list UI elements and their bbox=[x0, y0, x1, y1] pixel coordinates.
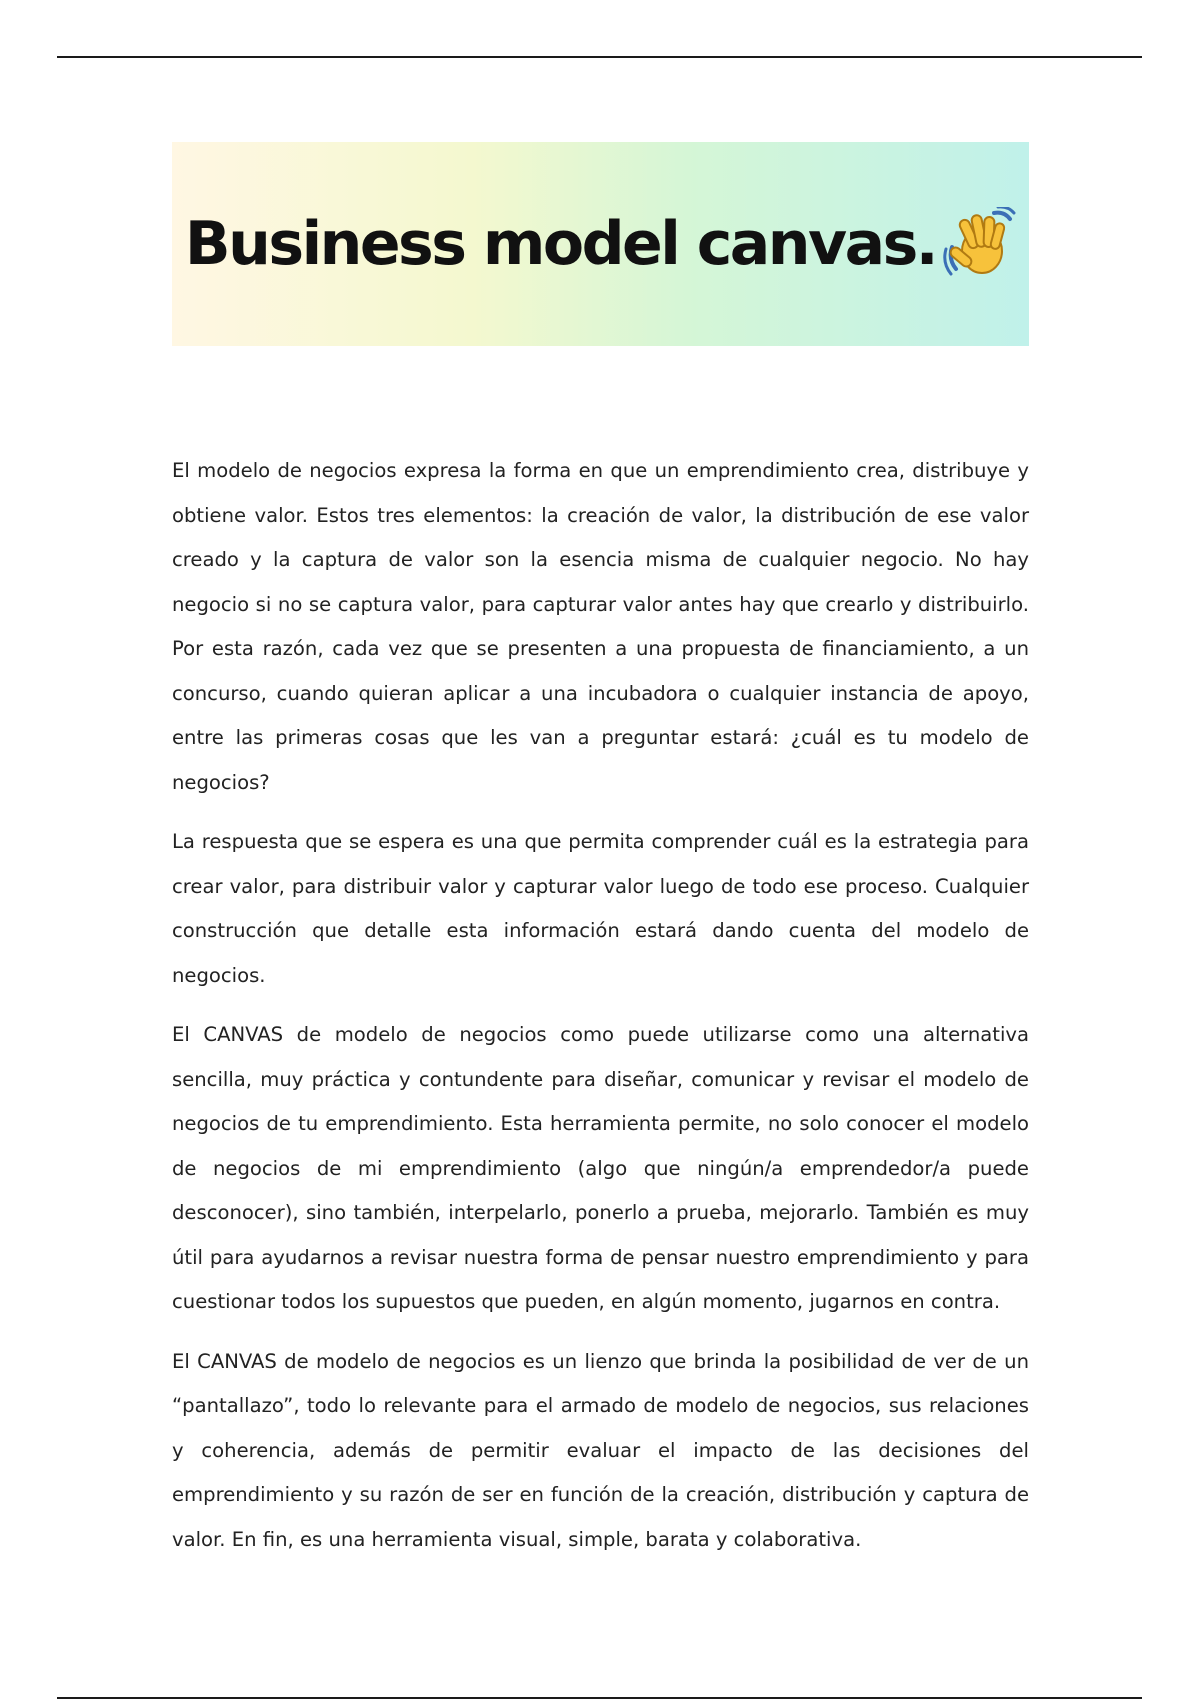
waving-hand-icon bbox=[942, 207, 1016, 281]
title-banner bbox=[172, 142, 1029, 346]
paragraph-3: El CANVAS de modelo de negocios como puede utilizarse como una alternativa sencilla, muy práctica y contundente para diseñar, comunicar y revisar el modelo de negocios de tu emprendimiento. Esta herramienta permite, no solo conocer el modelo de negocios de mi emprendimiento (algo que ningún/a emprendedor/a puede desconocer), sino también, interpelarlo, ponerlo a prueba, mejorarlo. También es muy útil para ayudarnos a revisar nuestra forma de pensar nuestro emprendimiento y para cuestionar todos los supuestos que pueden, en algún momento, jugarnos en contra. bbox=[172, 1023, 1029, 1313]
paragraph-4: El CANVAS de modelo de negocios es un lienzo que brinda la posibilidad de ver de un “pantallazo”, todo lo relevante para el armado de modelo de negocios, sus relaciones y coherencia, además de permitir evaluar el impacto de las decisiones del emprendimiento y su razón de ser en función de la creación, distribución y captura de valor. En fin, es una herramienta visual, simple, barata y colaborativa. bbox=[172, 1349, 1029, 1551]
paragraph-2: La respuesta que se espera es una que permita comprender cuál es la estrategia para crear valor, para distribuir valor y capturar valor luego de todo ese proceso. Cualquier construcción que detalle esta información estará dando cuenta del modelo de negocios. bbox=[172, 830, 1029, 987]
banner-heading bbox=[185, 207, 1016, 281]
paragraph-1: El modelo de negocios expresa la forma en que un emprendimiento crea, distribuye y obtiene valor. Estos tres elementos: la creación de valor, la distribución de ese valor creado y la captura de valor son la esencia misma de cualquier negocio. No hay negocio si no se captura valor, para capturar valor antes hay que crearlo y distribuirlo. Por esta razón, cada vez que se presenten a una propuesta de financiamiento, a un concurso, cuando quieran aplicar a una incubadora o cualquier instancia de apoyo, entre las primeras cosas que les van a preguntar estará: ¿cuál es tu modelo de negocios? bbox=[172, 459, 1029, 794]
document-title: Business model canvas. bbox=[184, 209, 937, 279]
bottom-divider bbox=[57, 1697, 1142, 1699]
document-body bbox=[172, 449, 1029, 1577]
top-divider bbox=[57, 56, 1142, 58]
